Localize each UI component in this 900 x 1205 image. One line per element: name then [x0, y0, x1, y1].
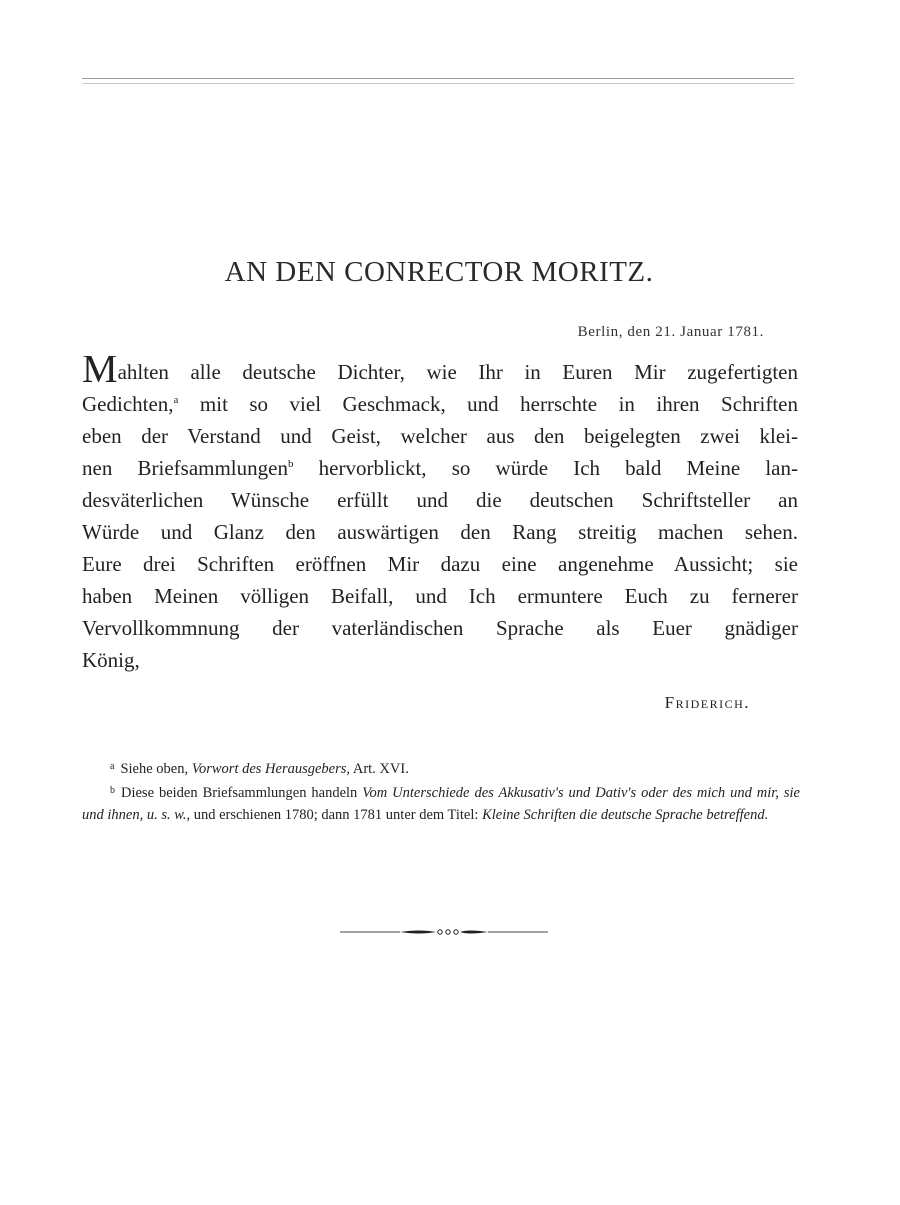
letter-text: nen Briefsammlungen	[82, 456, 288, 480]
letter-line: haben Meinen völligen Beifall, und Ich ermuntere Euch zu fernerer	[82, 584, 798, 608]
footnote-b	[82, 780, 800, 826]
footnote-italic: Vom Unterschiede des Akkusativ's und Dativ's oder des mich und mir, sie und ihnen, u. s. w.,	[82, 785, 800, 823]
letter-line	[82, 356, 798, 388]
footnote-text: Art. XVI.	[350, 761, 409, 777]
top-rule	[82, 78, 794, 84]
letter-line: Eure drei Schriften eröffnen Mir dazu eine angenehme Aussicht; sie	[82, 552, 798, 576]
letter-line: Vervollkommnung der vaterländischen Sprache als Euer gnädiger	[82, 616, 798, 640]
letter-line	[82, 388, 798, 420]
letter-text: mit so viel Geschmack, und herrschte in ihren Schriften	[178, 392, 798, 416]
page-title: AN DEN CONRECTOR MORITZ.	[224, 256, 654, 288]
footnote-ref-b[interactable]: b	[287, 458, 294, 470]
signature: Friderich.	[664, 693, 750, 712]
letter-line: desväterlichen Wünsche erfüllt und die deutschen Schriftsteller an	[82, 488, 798, 512]
letter-text: Gedichten,	[82, 392, 174, 416]
footnote-text: Siehe oben,	[120, 761, 192, 777]
footnotes	[82, 756, 800, 826]
letter-line: Würde und Glanz den auswärtigen den Rang streitig machen sehen.	[82, 520, 798, 544]
dateline: Berlin, den 21. Januar 1781.	[577, 324, 764, 340]
footnote-a	[82, 756, 800, 780]
footnote-text: Diese beiden Briefsammlungen handeln	[121, 785, 363, 801]
letter-line: eben der Verstand und Geist, welcher aus den beigelegten zwei klei-	[82, 424, 798, 448]
drop-cap: M	[82, 356, 118, 388]
footnote-mark: a	[110, 761, 115, 772]
footnote-italic: Vorwort des Herausgebers,	[191, 761, 351, 777]
letter-body	[82, 356, 798, 676]
letter-text: ahlten alle deutsche Dichter, wie Ihr in Euren Mir zugefertigten	[117, 360, 798, 384]
footnote-text: und erschienen 1780; dann 1781 unter dem Titel:	[190, 807, 483, 823]
footnote-ref-a[interactable]: a	[173, 394, 179, 406]
letter-line: König,	[82, 648, 140, 672]
footnote-mark: b	[110, 785, 115, 796]
footnote-italic: Kleine Schriften die deutsche Sprache betreffend.	[482, 807, 769, 823]
ornament-divider	[340, 922, 548, 942]
letter-line	[82, 452, 798, 484]
letter-text: hervorblickt, so würde Ich bald Meine lan-	[293, 456, 798, 480]
